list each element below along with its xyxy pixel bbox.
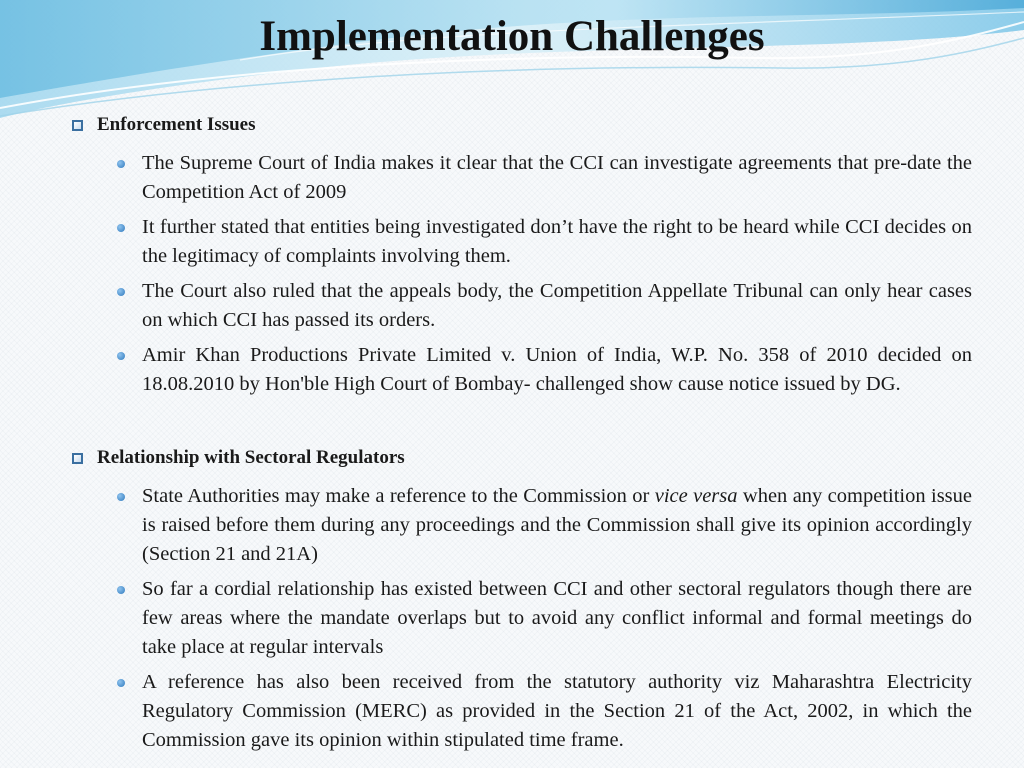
section-heading-sectoral-regulators — [72, 447, 405, 469]
list-item-text: State Authorities may make a reference to the Commission or — [142, 485, 655, 507]
list-item-text: when any competition issue is raised before them during any proceedings and the Commission shall give its opinion accordingly (Section 21 and 21A) — [142, 485, 972, 565]
slide-title: Implementation Challenges — [259, 13, 765, 60]
section-heading-text: Relationship with Sectoral Regulators — [97, 447, 405, 468]
list-item: It further stated that entities being investigated don’t have the right to be heard while CCI decides on the legitimacy of complaints involving them. — [116, 213, 972, 271]
list-item: The Supreme Court of India makes it clear that the CCI can investigate agreements that pre-date the Competition Act of 2009 — [116, 149, 972, 207]
enforcement-issues-list — [116, 149, 972, 405]
checkbox-bullet-icon — [72, 453, 83, 464]
section-heading-text: Enforcement Issues — [97, 114, 256, 135]
checkbox-bullet-icon — [72, 120, 83, 131]
list-item: Amir Khan Productions Private Limited v. Union of India, W.P. No. 358 of 2010 decided on 18.08.2010 by Hon'ble High Court of Bombay- challenged show cause notice issued by DG. — [116, 341, 972, 399]
list-item: So far a cordial relationship has existed between CCI and other sectoral regulators though there are few areas where the mandate overlaps but to avoid any conflict informal and formal meetings do take place at regular intervals — [116, 575, 972, 662]
list-item: The Court also ruled that the appeals body, the Competition Appellate Tribunal can only hear cases on which CCI has passed its orders. — [116, 277, 972, 335]
list-item — [116, 482, 972, 569]
list-item: A reference has also been received from the statutory authority viz Maharashtra Electricity Regulatory Commission (MERC) as provided in the Section 21 of the Act, 2002, in which the Commission gave its opinion within stipulated time frame. — [116, 668, 972, 755]
section-heading-enforcement-issues — [72, 114, 256, 136]
sectoral-regulators-list — [116, 482, 972, 761]
italic-phrase: vice versa — [654, 485, 738, 507]
